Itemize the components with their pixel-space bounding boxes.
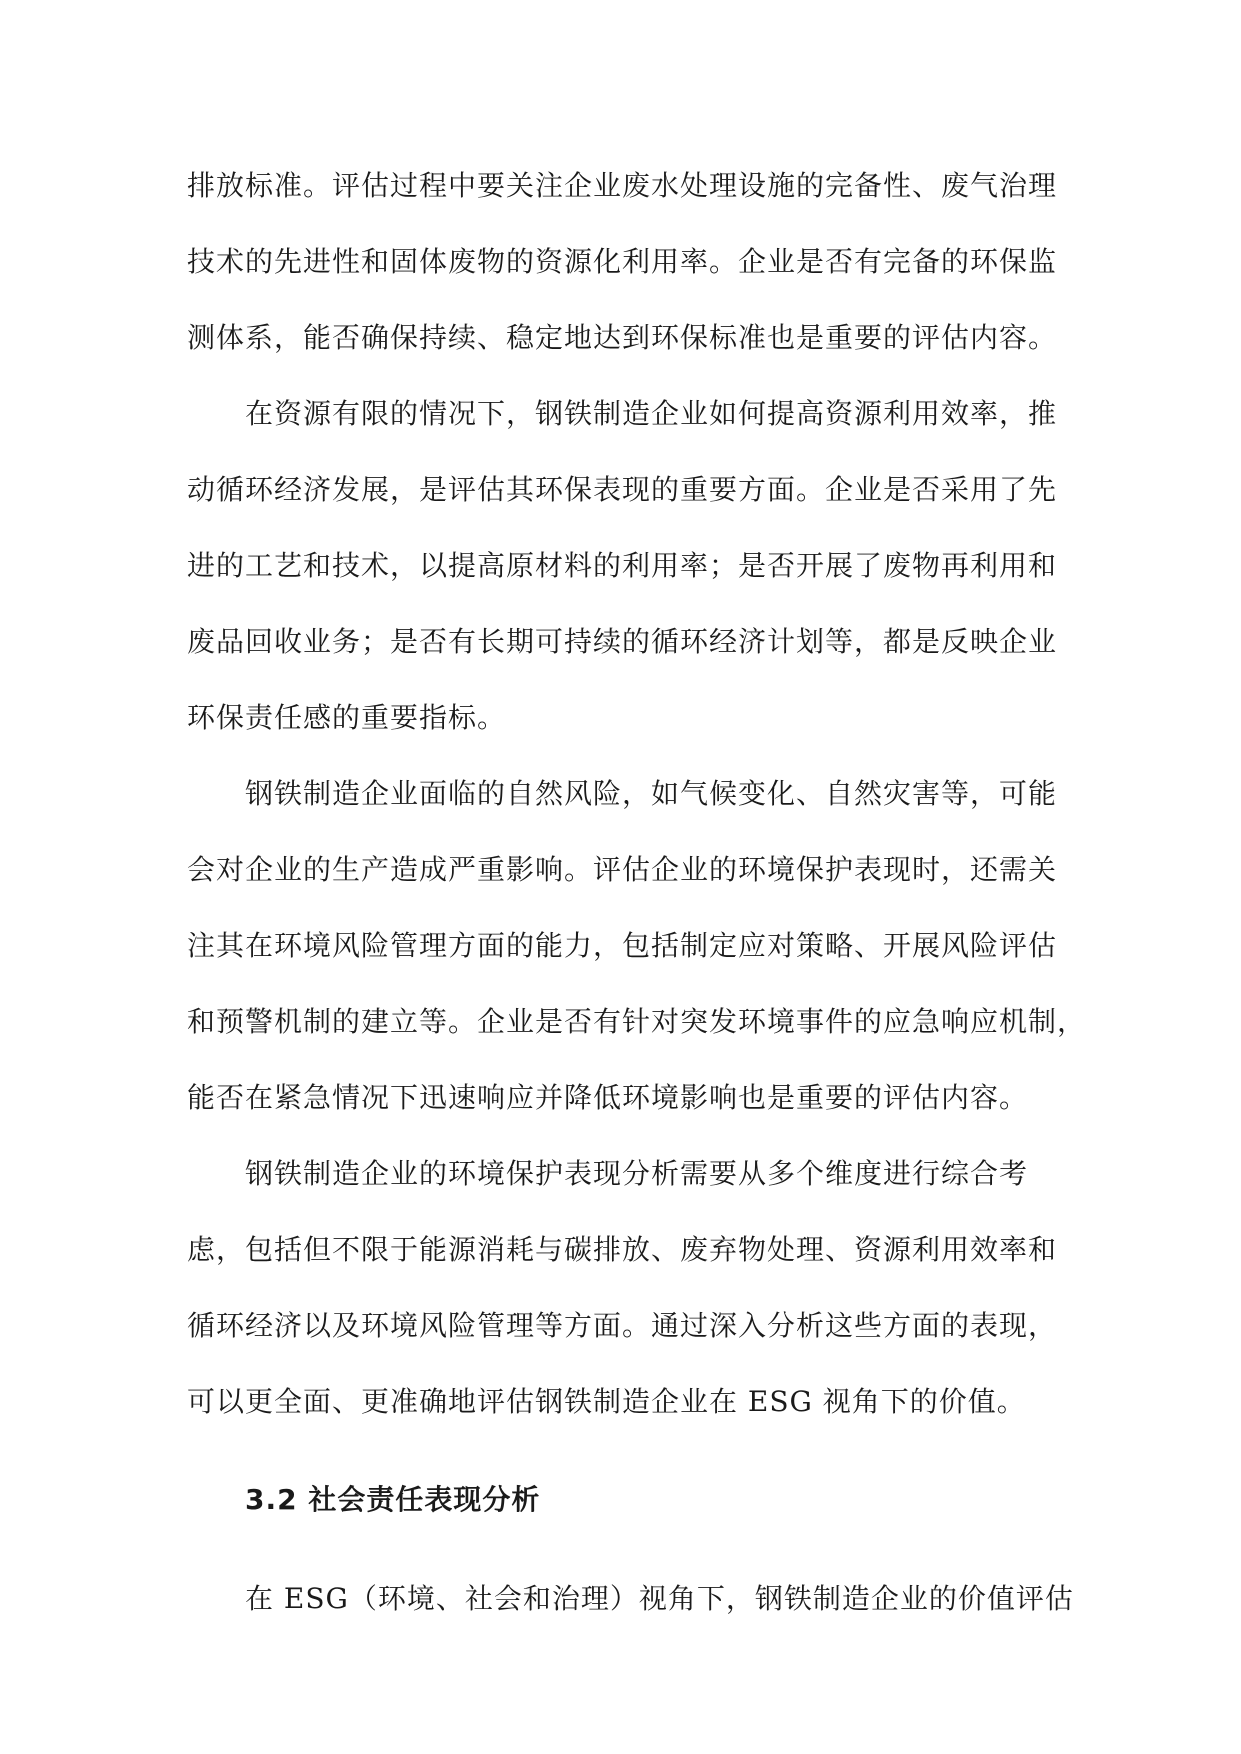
paragraph-2 (187, 376, 1058, 756)
paragraph-1 (187, 148, 1058, 376)
paragraph-line: 注其在环境风险管理方面的能力，包括制定应对策略、开展风险评估 (187, 929, 1058, 962)
paragraph-line: 测体系，能否确保持续、稳定地达到环保标准也是重要的评估内容。 (187, 321, 1058, 354)
paragraph-line: 可以更全面、更准确地评估钢铁制造企业在 ESG 视角下的价值。 (187, 1385, 1026, 1418)
paragraph-line: 废品回收业务；是否有长期可持续的循环经济计划等，都是反映企业 (187, 625, 1058, 658)
paragraph-line: 循环经济以及环境风险管理等方面。通过深入分析这些方面的表现， (187, 1309, 1058, 1342)
paragraph-line: 会对企业的生产造成严重影响。评估企业的环境保护表现时，还需关 (187, 853, 1058, 886)
paragraph-5 (187, 1561, 1074, 1637)
paragraph-line: 动循环经济发展，是评估其环保表现的重要方面。企业是否采用了先 (187, 473, 1058, 506)
paragraph-line: 能否在紧急情况下迅速响应并降低环境影响也是重要的评估内容。 (187, 1081, 1029, 1114)
document-page (187, 148, 1087, 1637)
paragraph-line: 在 ESG（环境、社会和治理）视角下，钢铁制造企业的价值评估 (245, 1582, 1074, 1616)
paragraph-line: 虑，包括但不限于能源消耗与碳排放、废弃物处理、资源利用效率和 (187, 1233, 1058, 1266)
paragraph-line: 环保责任感的重要指标。 (187, 701, 507, 734)
paragraph-line: 在资源有限的情况下，钢铁制造企业如何提高资源利用效率，推 (245, 397, 1058, 430)
paragraph-line: 排放标准。评估过程中要关注企业废水处理设施的完备性、废气治理 (187, 169, 1058, 202)
paragraph-line: 钢铁制造企业的环境保护表现分析需要从多个维度进行综合考 (245, 1157, 1029, 1190)
paragraph-3 (187, 756, 1087, 1136)
paragraph-line: 技术的先进性和固体废物的资源化利用率。企业是否有完备的环保监 (187, 245, 1058, 278)
section-heading: 3.2 社会责任表现分析 (245, 1483, 541, 1516)
paragraph-line: 和预警机制的建立等。企业是否有针对突发环境事件的应急响应机制， (187, 1005, 1087, 1038)
paragraph-4 (187, 1136, 1058, 1440)
paragraph-line: 钢铁制造企业面临的自然风险，如气候变化、自然灾害等，可能 (245, 777, 1058, 810)
paragraph-line: 进的工艺和技术，以提高原材料的利用率；是否开展了废物再利用和 (187, 549, 1058, 582)
